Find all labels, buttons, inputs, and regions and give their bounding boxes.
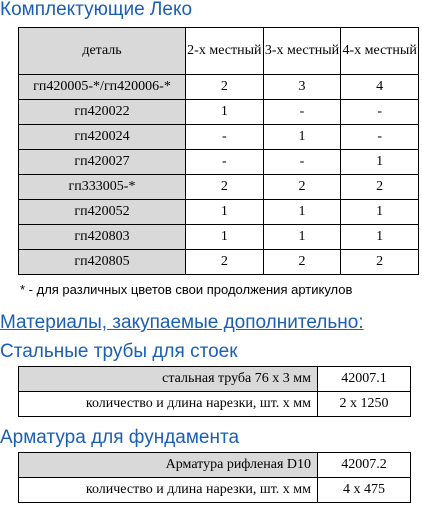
pipes-table xyxy=(18,366,411,417)
part-code-cell: гп420005-*/гп420006-* xyxy=(19,75,186,100)
table-row xyxy=(19,250,419,275)
part-code-cell: гп333005-* xyxy=(19,175,186,200)
quantity-cell: - xyxy=(341,100,419,125)
quantity-cell: 1 xyxy=(186,225,264,250)
column-header-4-seat: 4-х местный xyxy=(341,28,419,75)
part-code-cell: гп420052 xyxy=(19,200,186,225)
column-header-3-seat: 3-х местный xyxy=(263,28,341,75)
quantity-cell: 4 xyxy=(341,75,419,100)
materials-link[interactable]: Материалы, закупаемые дополнительно: xyxy=(0,312,364,333)
quantity-cell: - xyxy=(186,125,264,150)
rebar-table xyxy=(18,452,411,503)
quantity-cell: 1 xyxy=(263,225,341,250)
table-row xyxy=(19,478,411,503)
pipe-code-cell: 42007.1 xyxy=(318,367,411,392)
part-code-cell: гп420805 xyxy=(19,250,186,275)
quantity-cell: 2 xyxy=(186,175,264,200)
quantity-cell: - xyxy=(341,125,419,150)
table-row xyxy=(19,453,411,478)
quantity-cell: 2 xyxy=(186,75,264,100)
rebar-qty-value-cell: 4 х 475 xyxy=(318,478,411,503)
table-row xyxy=(19,125,419,150)
table-row xyxy=(19,367,411,392)
quantity-cell: 1 xyxy=(341,200,419,225)
rebar-heading: Арматура для фундамента xyxy=(0,427,240,448)
footnote: * - для различных цветов свои продолжения артикулов xyxy=(20,282,353,297)
quantity-cell: 1 xyxy=(263,200,341,225)
quantity-cell: 1 xyxy=(186,200,264,225)
column-header-detail: деталь xyxy=(19,28,186,75)
quantity-cell: 2 xyxy=(341,175,419,200)
pipe-qty-value-cell: 2 х 1250 xyxy=(318,392,411,417)
quantity-cell: 2 xyxy=(263,250,341,275)
quantity-cell: - xyxy=(263,100,341,125)
quantity-cell: 1 xyxy=(186,100,264,125)
column-header-2-seat: 2-х местный xyxy=(186,28,264,75)
parts-table xyxy=(18,27,419,275)
rebar-name-cell: Арматура рифленая D10 xyxy=(19,453,318,478)
quantity-cell: 1 xyxy=(263,125,341,150)
part-code-cell: гп420027 xyxy=(19,150,186,175)
quantity-cell: 3 xyxy=(263,75,341,100)
table-header-row xyxy=(19,28,419,75)
table-row xyxy=(19,75,419,100)
part-code-cell: гп420022 xyxy=(19,100,186,125)
quantity-cell: 2 xyxy=(341,250,419,275)
part-code-cell: гп420803 xyxy=(19,225,186,250)
table-row xyxy=(19,150,419,175)
quantity-cell: - xyxy=(186,150,264,175)
pipe-qty-label-cell: количество и длина нарезки, шт. х мм xyxy=(19,392,318,417)
quantity-cell: 2 xyxy=(186,250,264,275)
table-row xyxy=(19,392,411,417)
table-row xyxy=(19,175,419,200)
part-code-cell: гп420024 xyxy=(19,125,186,150)
quantity-cell: 1 xyxy=(341,225,419,250)
rebar-qty-label-cell: количество и длина нарезки, шт. х мм xyxy=(19,478,318,503)
table-row xyxy=(19,225,419,250)
rebar-code-cell: 42007.2 xyxy=(318,453,411,478)
table-row xyxy=(19,100,419,125)
quantity-cell: 2 xyxy=(263,175,341,200)
pipes-heading: Стальные трубы для стоек xyxy=(0,341,238,362)
quantity-cell: - xyxy=(263,150,341,175)
pipe-name-cell: стальная труба 76 х 3 мм xyxy=(19,367,318,392)
quantity-cell: 1 xyxy=(341,150,419,175)
page-title: Комплектующие Леко xyxy=(0,0,193,20)
table-row xyxy=(19,200,419,225)
